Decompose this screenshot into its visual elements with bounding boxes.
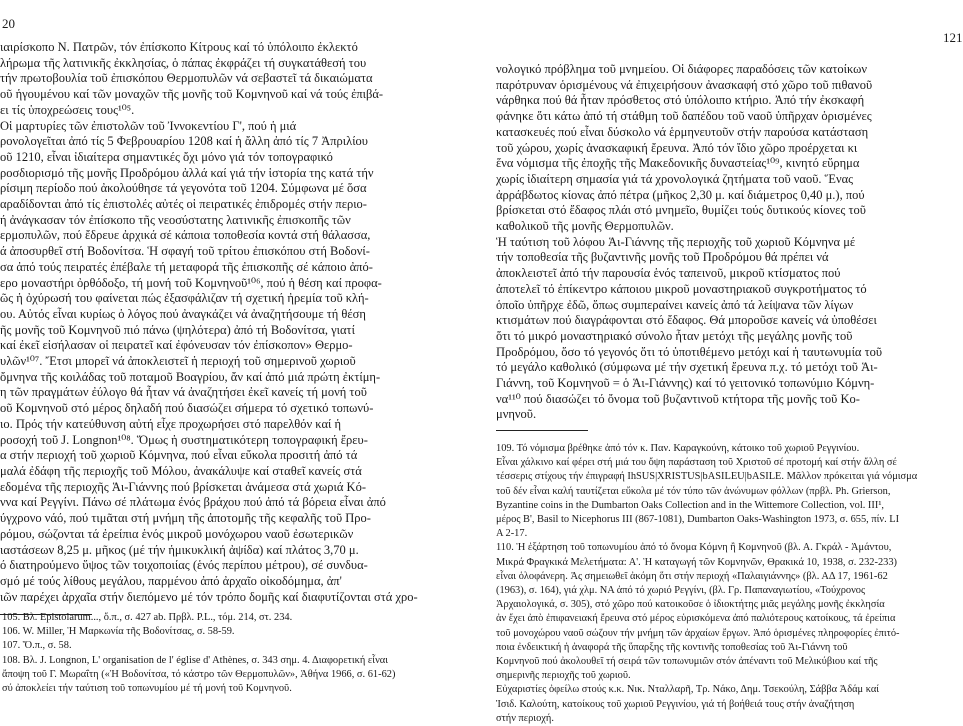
footnote-line: σημερινῆς περιοχῆς τοῦ χωριοῦ. xyxy=(496,670,631,682)
text-line: ῶς ἡ ὀχύρωσή του φαίνεται πώς ἐξασφάλιζαν τή σχετική ἠρεμία τοῦ κλή- xyxy=(0,291,369,306)
footnote-line: 110. Ἡ ἐξάρτηση τοῦ τοπωνυμίου ἀπό τό ὄνομα Κόμνη ἢ Κομνηνοῦ (βλ. Α. Γκράλ - Ἀμάντου, xyxy=(496,542,892,554)
text-line: ιο. Πρός τήν κατεύθυνση αὐτή εἶχε προχωρήσει στό παρελθόν καί ἡ xyxy=(0,416,342,431)
text-line: ύγχρονο νάό, πού τιμᾶται στή μνήμη τῆς ἀποτομῆς τῆς κεφαλῆς τοῦ Προ- xyxy=(0,511,371,526)
text-line: ροσοχή τοῦ J. Longnon¹⁰⁸. Ὅμως ἡ συστηματικότερη τοπογραφική ἔρευ- xyxy=(0,432,368,447)
text-line: ροσδιορισμό τῆς μονῆς Προδρόμου ἀλλά καί γιά τήν ἱστορία της κατά τήν xyxy=(0,165,374,180)
footnote-line: τέσσερις στίχους τήν ἐπιγραφή IhSUS|XRISTUS|bASILEU|bASILE. Μᾶλλον πρόκειται γιά νόμισμα xyxy=(496,471,918,483)
text-line: ή ἀνάγκασαν τόν ἐπίσκοπο τῆς νεοσύστατης λατινικῆς ἐπισκοπῆς τῶν xyxy=(0,212,351,227)
footnote-line: 108. Βλ. J. Longnon, L' organisation de l' église d' Athènes, σ. 343 σημ. 4. Διαφορετική εἶναι xyxy=(2,654,389,666)
text-line: ννα καί Ρεγγίνι. Πάνω σέ πλάτωμα ἐνός βράχου πού ἀπό τά βόρεια εἶναι ἀπό xyxy=(0,495,386,510)
text-line: καί ἐκεῖ εἰσήλασαν οἱ πειρατεῖ καί ἐφόνευσαν τόν ἐπίσκοπον» Θερμο- xyxy=(0,338,353,353)
right-footnote-rule xyxy=(496,430,588,431)
footnote-line: (1963), σ. 164), γιά χλμ. ΝΑ ἀπό τό χωριό Ρεγγίνι, (βλ. Γρ. Παπαναγιωτίου, «Τούχρονος xyxy=(496,585,866,597)
footnote-line: ποια ἐνδεικτική ἡ ἀναφορά τῆς ὕπαρξης τῆς κοντινῆς τοποθεσίας τοῦ Ἁι-Γιάννη τοῦ xyxy=(496,641,848,653)
footnote-line: 106. W. Miller, Ἡ Μαρκωνία τῆς Βοδονίτσας, σ. 58-59. xyxy=(2,626,235,638)
text-line: οῦ ἡγουμένου καί τῶν μοναχῶν τῆς μονῆς τοῦ Κομνηνοῦ καί νά τούς ἐπιβά- xyxy=(0,87,384,102)
footnote-line: ἄποψη τοῦ Γ. Μωραΐτη («Ἡ Βοδονίτσα, τό κάστρο τῶν Θερμοπυλῶν», Ἀθήνα 1966, σ. 61-62) xyxy=(2,668,396,680)
text-line: οῦ Κομνηνοῦ στό μέρος δηλαδή πού διασώζει σήμερα τό σχετικό τοπωνύ- xyxy=(0,401,374,416)
footnote-line: στήν περιοχή. xyxy=(496,712,554,724)
text-line: μνηνοῦ. xyxy=(496,407,537,422)
text-line: βρίσκεται στό ἔδαφος πλάι στό μνημεῖο, θυμίζει τούς δυτικούς κίονες τοῦ xyxy=(496,203,866,218)
footnote-line: τοῦ δέν εἶναι καλή ταυτίζεται εὔκολα μέ τόν τύπο τῶν ἀνώνυμων φόλλων (πρβλ. Ph. Grierson, xyxy=(496,485,891,497)
text-line: σμό μέ τούς λίθους μεγάλου, παρμένου ἀπό ἀρχαῖο οἰκοδόμημα, ἀπ' xyxy=(0,573,342,588)
footnote-line: μέρος Β', Basil to Nicephorus III (867-1081), Dumbarton Oaks-Washington 1973, σ. 655, πίν. LI xyxy=(496,514,900,526)
text-line: ερο μοναστήρι ὀρθόδοξο, τή μονή τοῦ Κομνηνοῦ¹⁰⁶, πού ἡ θέση καί προφα- xyxy=(0,275,382,290)
text-line: ρίσιμη περίοδο πού ἀκολούθησε τά γεγονότα τοῦ 1204. Σύμφωνα μέ ὅσα xyxy=(0,181,367,196)
footnote-line: τοῦ μονοχώρου ναοῦ σώζουν τήν μνήμη τῶν ἀρχαίων ἔργων. Ἀπό ὁρισμένες πληροφορίες ἐπιτό- xyxy=(496,627,900,639)
right-body-text xyxy=(496,62,959,423)
text-line: νολογικό πρόβλημα τοῦ μνημείου. Οἱ διάφορες παραδόσεις τῶν κατοίκων xyxy=(496,62,868,76)
footnote-line: 109. Τό νόμισμα βρέθηκε ἀπό τόν κ. Παν. Καραγκούνη, κάτοικο τοῦ χωριοῦ Ρεγγινίου. xyxy=(496,443,860,454)
right-page xyxy=(494,0,963,724)
text-line: ὁποῖο ὑπῆρχε ἐδῶ, ὅπως συμπεραίνει κανείς ἀπό τά λείψανα τῶν λίγων xyxy=(496,297,854,312)
text-line: ου. Αὐτός εἶναι κυρίως ὁ λόγος πού ἀναγκάζει νά ἀναζητήσουμε τή θέση xyxy=(0,306,366,321)
text-line: ἕνα νόμισμα τῆς ἐποχῆς τῆς Μακεδονικῆς δυναστείας¹⁰⁹, κινητό εὕρημα xyxy=(496,156,860,171)
left-page xyxy=(0,0,466,698)
text-line: ει τίς ὑποχρεώσεις τους¹⁰⁵. xyxy=(0,102,135,117)
right-page-number: 121 xyxy=(943,30,963,45)
text-line: Ἡ ταύτιση τοῦ λόφου Ἁι-Γιάννης τῆς περιοχῆς τοῦ χωριοῦ Κόμνηνα μέ xyxy=(496,234,856,249)
footnote-line: 107. Ὅ.π., σ. 58. xyxy=(2,640,72,652)
text-line: ρονολογεῖται ἀπό τίς 5 Φεβρουαρίου 1208 καί ἡ ἄλλη ἀπό τίς 7 Ἀπριλίου xyxy=(0,134,368,149)
text-line: κατασκευές πού εἶναι δύσκολο νά ἑρμηνευτοῦν στήν παρούσα κατάσταση xyxy=(496,124,869,139)
right-footnotes xyxy=(496,442,959,726)
text-line: τό μεγάλο καθολικό (σύμφωνα μέ τήν σχετική ἔρευνα π.χ. τό μετόχι τοῦ Ἁι- xyxy=(496,360,878,375)
footnote-line: Μικρά Φραγκικά Μελετήματα: Α'. Ἡ καταγωγή τῶν Κομνηνῶν, Θρακικά 10, 1938, σ. 232-233) xyxy=(496,556,897,568)
text-line: η τῶν πραγμάτων ἐύλογο θά ἦταν νά ἀναζητήσει ἐκεῖ κανείς τή μονή τοῦ xyxy=(0,385,367,400)
text-line: α στήν περιοχή τοῦ χωριοῦ Κόμνηνα, πού εἶναι εὔκολα προσιτή ἀπό τά xyxy=(0,448,358,463)
text-line: Προδρόμου, ὅσο τό γεγονός ὅτι τό ὑποτιθέμενο μετόχι καί ἡ ταυτωνυμία τοῦ xyxy=(496,344,883,359)
text-line: τοῦ χώρου, χωρίς ἀνασκαφική ἔρευνα. Ἀπό τόν ἴδιο χῶρο προέρχεται κι xyxy=(496,140,858,155)
text-line: οῦ 1210, εἶναι ἰδιαίτερα σημαντικές ὄχι μόνο γιά τόν τοπογραφικό xyxy=(0,149,333,164)
text-line: ρόμου, σώζονται τά ἐρείπια ἑνός μικροῦ μονόχωρου ναοῦ ἐσωτερικῶν xyxy=(0,526,354,541)
text-line: χωρίς ἰδιαίτερη σημασία γιά τά χρονολογικά ζητήματα τοῦ ναοῦ. Ἕνας xyxy=(496,171,854,186)
footnote-line: σύ ἀποκλείει τήν ταύτιση τοῦ τοπωνυμίου μέ τή μονή τοῦ Κομνηνοῦ. xyxy=(2,683,292,695)
text-line: εδομένα τῆς περιοχῆς Ἁι-Γιάννης πού βρίσκεται ἀνάμεσα στά χωριά Κό- xyxy=(0,479,366,494)
footnote-line: ἀν ἔχει ἀπὸ ἐπιφανειακή ἔρευνα στό μέρος εὑρισκόμενα ἀπό παλιότερους κατοίκους, τά ἐρείπια xyxy=(496,613,896,625)
text-line: ἀποκλειστεῖ ἀπό τήν παρουσία ἑνός ταπεινοῦ, μικροῦ κτίσματος πού xyxy=(496,266,841,281)
text-line: ερμοπυλῶν, πού ἔδρευε ἀρχικά σέ κάποια τοποθεσία κοντά στή θάλασσα, xyxy=(0,228,371,243)
text-line: ἀρράβδωτος κίονας ἀπό πέτρα (μῆκος 2,30 μ. καί διάμετρος 0,40 μ.), πού xyxy=(496,187,865,202)
footnote-line: 105. Βλ. Epistolarum..., ὅ.π., σ. 427 ab. Πρβλ. P.L., τόμ. 214, στ. 234. xyxy=(2,612,293,623)
text-line: λήρωμα τῆς λατινικῆς ἐκκλησίας, ὁ πάπας ἐκφράζει τή συγκατάθεσή του xyxy=(0,55,367,70)
footnote-line: Κομνηνοῦ πού ἀκολουθεῖ τή σειρά τῶν τοπωνυμιῶν στόν ἀπέναντι τοῦ Μελικύβιου καί τῆς xyxy=(496,656,878,668)
text-line: ὄμνηνα τῆς κοιλάδας τοῦ ποταμοῦ Βοαγρίου, ἄν καί ἀπό μιά πρώτη ἐκτίμη- xyxy=(0,369,381,384)
left-footnotes xyxy=(2,611,466,696)
footnote-line: εἶναι ὁλοφάνερη. Ἀς σημειωθεῖ ἀκόμη ὅτι στήν περιοχή «Παλαιγιάννης» (βλ. ΑΔ 17, 1961-62 xyxy=(496,570,888,582)
text-line: υλῶν¹⁰⁷. Ἔτσι μπορεῖ νά ἀποκλειστεῖ ἡ περιοχή τοῦ σημερινοῦ χωριοῦ xyxy=(0,354,356,369)
footnote-line: Byzantine coins in the Dumbarton Oaks Collection and in the Wittemore Collection, vol. III¹, xyxy=(496,499,885,511)
text-line: ὅτι τό μικρό μοναστηριακό σύνολο ἦταν μετόχι τῆς μεγάλης μονῆς τοῦ xyxy=(496,328,853,343)
text-line: κτισμάτων πού διαγράφονται στό ἔδαφος. Θά μποροῦσε κανείς νά ὑποθέσει xyxy=(496,313,877,328)
text-line: ιαστάσεων 8,25 μ. μῆκος (μέ τήν ἡμικυκλική ἀψίδα) καί πλάτος 3,70 μ. xyxy=(0,542,359,557)
text-line: φάνηκε ὅτι κάτω ἀπό τή στάθμη τοῦ δαπέδου τοῦ ναοῦ ὑπῆρχαν ὁρισμένες xyxy=(496,109,872,124)
text-line: ῆς μονῆς τοῦ Κομνηνοῦ πιό πάνω (ψηλότερα) ἀπό τή Βοδονίτσα, γιατί xyxy=(0,322,355,337)
footnote-line: Ἀρχαιολογικά, σ. 305), στό χῶρο πού κατοικοῦσε ὁ ἰδιοκτήτης μιᾶς μεγάλης μονῆς ἐκκλησία xyxy=(496,599,885,611)
text-line: σα ἀπό τούς πειρατές ἐπέβαλε τή μεταφορά τῆς ἐπισκοπῆς σέ κάποιο ἀπό- xyxy=(0,259,373,274)
footnote-line: Ἰσιδ. Καλούτη, κατοίκους τοῦ χωριοῦ Ρεγγινίου, γιά τή βοήθειά τους στήν ἀναζήτηση xyxy=(496,698,855,710)
text-line: ιαιρίσκοπο Ν. Πατρῶν, τόν ἐπίσκοπο Κίτρους καί τό ὑπόλοιπο ἐκλεκτό xyxy=(0,40,358,54)
text-line: ἀποτελεῖ τό ἐπίκεντρο κάποιου μικροῦ μοναστηριακοῦ συγκροτήματος τό xyxy=(496,281,867,296)
text-line: τήν τοποθεσία τῆς βυζαντινῆς μονῆς τοῦ Προδρόμου θά πρέπει νά xyxy=(496,250,829,265)
text-line: ά ἀποσυρθεῖ στή Βοδονίτσα. Ἡ σφαγή τοῦ τρίτου ἐπισκόπου στή Βοδονί- xyxy=(0,244,370,259)
text-line: ό διατηρούμενο ὕψος τῶν τοιχοποιίας (ἑνός περίπου μέτρου), σέ συνδυα- xyxy=(0,558,368,573)
footnote-line: A 2-17. xyxy=(496,528,528,540)
text-line: τήν πρωτοβουλία τοῦ ἐπισκόπου Θερμοπυλῶν νά σεβαστεῖ τά δικαιώματα xyxy=(0,71,373,86)
footnote-line: Εἶναι χάλκινο καί φέρει στή μιά του ὄψη παράσταση τοῦ Χριστοῦ σέ προτομή καί στήν ἄλλη σέ xyxy=(496,457,897,469)
text-line: να¹¹⁰ πού διασώζει τό ὄνομα τοῦ βυζαντινοῦ κτήτορα τῆς μονῆς τοῦ Κο- xyxy=(496,391,860,406)
text-line: αραδίδονται ἀπό τίς ἐπιστολές αὐτές οἱ πειρατικές ἐπιδρομές στήν περιο- xyxy=(0,197,367,212)
left-body-text xyxy=(0,40,466,605)
text-line: Οἱ μαρτυρίες τῶν ἐπιστολῶν τοῦ Ἰννοκεντίου Γ', πού ἡ μιά xyxy=(0,118,297,133)
text-line: μαλά ἐδάφη τῆς περιοχῆς τοῦ Μόλου, ἀνακάλυψε καί σταθεῖ κανείς στά xyxy=(0,463,362,478)
footnote-line: Εὐχαριστίες ὀφείλω στούς κ.κ. Νικ. Νταλλαρῆ, Τρ. Νάκο, Δημ. Τσεκούλη, Σάββα Ἀδάμ καί xyxy=(496,684,880,696)
text-line: Γιάννη, τοῦ Κομνηνοῦ = ὁ Ἁι-Γιάννης) καί τό γειτονικό τοπωνύμιο Κόμνη- xyxy=(496,376,875,391)
text-line: καθολικοῦ τῆς μονῆς Θερμοπυλῶν. xyxy=(496,219,674,234)
text-line: νάρθηκα πού θά ἦταν πρόσθετος στό ὑπόλοιπο κτήριο. Ἀπό τήν ἐκσκαφή xyxy=(496,93,865,108)
text-line: παρότρυναν ὁρισμένους νά ἐπιχειρήσουν ἀνασκαφή στό χῶρο τοῦ πιθανοῦ xyxy=(496,77,873,92)
left-page-number: 20 xyxy=(2,16,15,31)
text-line: ιῶν παρέχει ἀρχαῖα στήν διεπόμενο μέ τόν τρόπο δομῆς καί διαφυτίζονται στά χρο- xyxy=(0,589,418,604)
